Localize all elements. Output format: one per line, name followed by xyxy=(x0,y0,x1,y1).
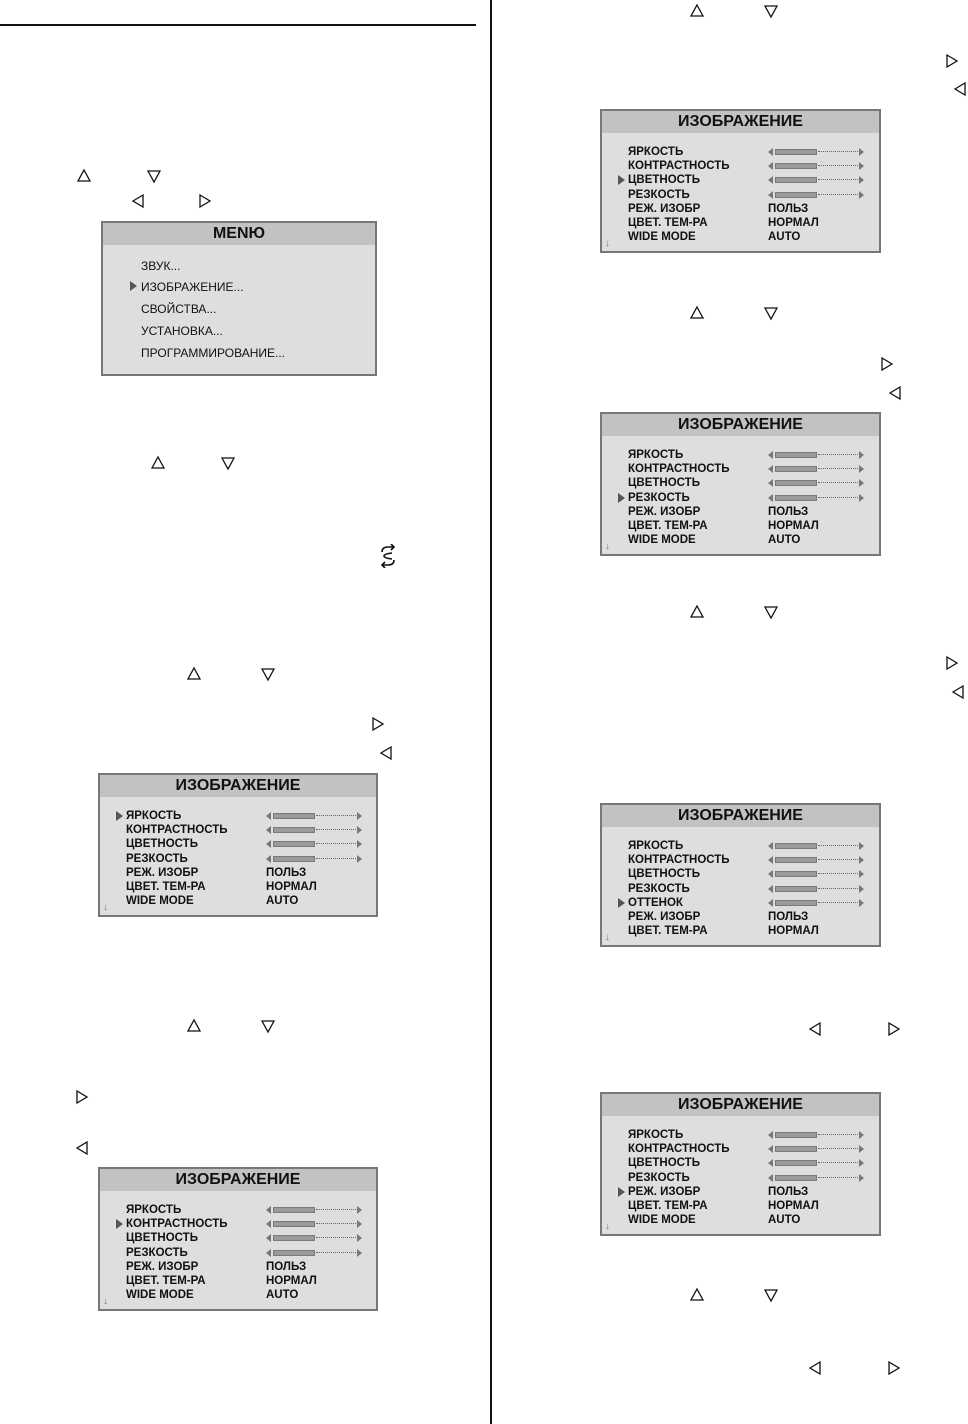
picture-menu-title: ИЗОБРАЖЕНИЕ xyxy=(602,1094,879,1116)
left-triangle-icon xyxy=(950,684,966,700)
row-label: ЯРКОСТЬ xyxy=(628,840,684,852)
slider-left-arrow-icon xyxy=(768,479,773,487)
menu-item-sound[interactable]: ЗВУК... xyxy=(141,259,181,273)
row-label: ЦВЕТНОСТЬ xyxy=(126,1232,198,1245)
slider-right-arrow-icon xyxy=(859,176,864,184)
up-triangle-icon xyxy=(689,305,705,321)
slider-track xyxy=(316,858,356,859)
level-slider[interactable] xyxy=(768,191,864,199)
scroll-down-icon: ↓ xyxy=(605,1221,610,1232)
level-slider[interactable] xyxy=(768,1174,864,1182)
row-label: ОТТЕНОК xyxy=(628,896,683,909)
slider-left-arrow-icon xyxy=(768,885,773,893)
slider-right-arrow-icon xyxy=(859,451,864,459)
slider-left-arrow-icon xyxy=(266,1220,271,1228)
picture-menu-brightness xyxy=(98,773,378,917)
row-label: ЯРКОСТЬ xyxy=(628,449,684,461)
scroll-down-icon: ↓ xyxy=(103,1296,108,1307)
slider-fill xyxy=(273,1235,315,1241)
slider-fill xyxy=(273,1207,315,1213)
row-value: AUTO xyxy=(266,895,299,908)
slider-track xyxy=(316,843,356,844)
left-triangle-icon xyxy=(952,81,968,97)
slider-fill xyxy=(273,841,315,847)
menu-item-setup[interactable]: УСТАНОВКА... xyxy=(141,324,223,338)
slider-track xyxy=(818,454,858,455)
left-triangle-icon xyxy=(378,745,394,761)
slider-fill xyxy=(775,1146,817,1152)
picture-menu-title: ИЗОБРАЖЕНИЕ xyxy=(100,1169,376,1191)
picture-menu-contrast xyxy=(98,1167,378,1311)
slider-fill xyxy=(775,480,817,486)
picture-menu-sharpness xyxy=(600,412,881,556)
slider-right-arrow-icon xyxy=(859,494,864,502)
row-label: РЕЗКОСТЬ xyxy=(628,491,690,504)
level-slider[interactable] xyxy=(768,856,864,864)
slider-track xyxy=(818,165,858,166)
row-label: РЕЗКОСТЬ xyxy=(628,188,690,201)
level-slider[interactable] xyxy=(266,812,362,820)
row-value: ПОЛЬЗ xyxy=(768,505,809,518)
slider-track xyxy=(316,829,356,830)
slider-fill xyxy=(775,886,817,892)
up-triangle-icon xyxy=(186,666,202,682)
row-label: КОНТРАСТНОСТЬ xyxy=(628,854,730,867)
slider-left-arrow-icon xyxy=(768,842,773,850)
row-value: ПОЛЬЗ xyxy=(266,866,307,879)
row-label: ЦВЕТ. ТЕМ-РА xyxy=(628,925,708,938)
slider-left-arrow-icon xyxy=(768,465,773,473)
row-value: ПОЛЬЗ xyxy=(768,202,809,215)
menu-item-features[interactable]: СВОЙСТВА... xyxy=(141,302,217,316)
picture-menu-title: ИЗОБРАЖЕНИЕ xyxy=(100,775,376,797)
row-label: РЕЗКОСТЬ xyxy=(126,1246,188,1259)
level-slider[interactable] xyxy=(768,451,864,459)
slider-right-arrow-icon xyxy=(859,191,864,199)
level-slider[interactable] xyxy=(768,899,864,907)
picture-menu-title: ИЗОБРАЖЕНИЕ xyxy=(602,414,879,436)
row-label: ЦВЕТНОСТЬ xyxy=(628,1157,700,1170)
slider-left-arrow-icon xyxy=(768,856,773,864)
slider-fill xyxy=(273,827,315,833)
row-value: НОРМАЛ xyxy=(768,217,819,229)
slider-track xyxy=(316,1252,356,1253)
slider-fill xyxy=(775,1175,817,1181)
main-menu-title: MENЮ xyxy=(103,223,375,245)
slider-track xyxy=(818,468,858,469)
scroll-down-icon: ↓ xyxy=(605,932,610,943)
menu-cursor-icon xyxy=(618,493,625,503)
row-value: НОРМАЛ xyxy=(768,925,819,938)
slider-track xyxy=(818,1162,858,1163)
slider-left-arrow-icon xyxy=(768,451,773,459)
slider-right-arrow-icon xyxy=(859,479,864,487)
level-slider[interactable] xyxy=(768,1145,864,1153)
slider-track xyxy=(818,902,858,903)
slider-track xyxy=(818,1148,858,1149)
level-slider[interactable] xyxy=(266,1234,362,1242)
slider-right-arrow-icon xyxy=(859,899,864,907)
slider-fill xyxy=(775,1132,817,1138)
right-triangle-icon xyxy=(944,53,960,69)
right-triangle-icon xyxy=(74,1089,90,1105)
right-triangle-icon xyxy=(879,356,895,372)
row-value: ПОЛЬЗ xyxy=(768,1185,809,1198)
row-label: ЦВЕТНОСТЬ xyxy=(126,838,198,851)
slider-track xyxy=(818,888,858,889)
slider-left-arrow-icon xyxy=(266,855,271,863)
scroll-down-icon: ↓ xyxy=(605,238,610,249)
down-triangle-icon xyxy=(763,3,779,19)
row-label: ЦВЕТ. ТЕМ-РА xyxy=(628,520,708,532)
level-slider[interactable] xyxy=(768,162,864,170)
row-value: AUTO xyxy=(768,231,801,244)
slider-right-arrow-icon xyxy=(859,1174,864,1182)
row-label: ЦВЕТНОСТЬ xyxy=(628,174,700,187)
down-triangle-icon xyxy=(763,305,779,321)
slider-left-arrow-icon xyxy=(768,191,773,199)
level-slider[interactable] xyxy=(768,176,864,184)
row-label: РЕЗКОСТЬ xyxy=(628,1171,690,1184)
right-triangle-icon xyxy=(886,1021,902,1037)
top-rule xyxy=(0,24,476,26)
down-triangle-icon xyxy=(260,666,276,682)
right-triangle-icon xyxy=(370,716,386,732)
slider-fill xyxy=(775,163,817,169)
slider-fill xyxy=(273,1221,315,1227)
menu-item-picture[interactable]: ИЗОБРАЖЕНИЕ... xyxy=(141,280,244,294)
slider-track xyxy=(818,873,858,874)
row-value: НОРМАЛ xyxy=(768,1200,819,1212)
slider-left-arrow-icon xyxy=(768,899,773,907)
row-label: WIDE MODE xyxy=(628,231,696,244)
slider-left-arrow-icon xyxy=(768,1159,773,1167)
row-label: РЕЖ. ИЗОБР xyxy=(126,866,199,879)
slider-right-arrow-icon xyxy=(859,885,864,893)
slider-left-arrow-icon xyxy=(768,148,773,156)
menu-cursor-icon xyxy=(618,898,625,908)
slider-right-arrow-icon xyxy=(859,870,864,878)
level-slider[interactable] xyxy=(768,148,864,156)
level-slider[interactable] xyxy=(768,870,864,878)
scroll-down-icon: ↓ xyxy=(605,541,610,552)
row-value: ПОЛЬЗ xyxy=(768,911,809,923)
up-triangle-icon xyxy=(689,1287,705,1303)
slider-left-arrow-icon xyxy=(768,162,773,170)
slider-left-arrow-icon xyxy=(768,494,773,502)
slider-fill xyxy=(775,495,817,501)
slider-right-arrow-icon xyxy=(357,840,362,848)
level-slider[interactable] xyxy=(266,1220,362,1228)
slider-track xyxy=(818,194,858,195)
level-slider[interactable] xyxy=(768,465,864,473)
up-triangle-icon xyxy=(689,3,705,19)
level-slider[interactable] xyxy=(768,494,864,502)
row-label: ЯРКОСТЬ xyxy=(628,146,684,158)
slider-left-arrow-icon xyxy=(768,176,773,184)
down-triangle-icon xyxy=(146,168,162,184)
right-triangle-icon xyxy=(944,655,960,671)
slider-fill xyxy=(775,466,817,472)
picture-menu-title: ИЗОБРАЖЕНИЕ xyxy=(602,111,879,133)
slider-right-arrow-icon xyxy=(357,1249,362,1257)
down-triangle-icon xyxy=(260,1018,276,1034)
row-label: WIDE MODE xyxy=(628,534,696,547)
slider-left-arrow-icon xyxy=(266,812,271,820)
level-slider[interactable] xyxy=(266,855,362,863)
slider-right-arrow-icon xyxy=(357,1234,362,1242)
slider-fill xyxy=(273,856,315,862)
left-triangle-icon xyxy=(887,385,903,401)
slider-track xyxy=(818,179,858,180)
menu-cursor-icon xyxy=(130,281,137,291)
level-slider[interactable] xyxy=(266,1249,362,1257)
left-triangle-icon xyxy=(130,193,146,209)
slider-left-arrow-icon xyxy=(266,1206,271,1214)
slider-left-arrow-icon xyxy=(266,840,271,848)
slider-track xyxy=(316,815,356,816)
row-value: НОРМАЛ xyxy=(266,881,317,893)
level-slider[interactable] xyxy=(266,1206,362,1214)
picture-menu-mode xyxy=(600,1092,881,1236)
slider-left-arrow-icon xyxy=(266,826,271,834)
level-slider[interactable] xyxy=(768,842,864,850)
slider-track xyxy=(818,845,858,846)
row-label: ЦВЕТНОСТЬ xyxy=(628,868,700,881)
menu-cursor-icon xyxy=(116,811,123,821)
main-menu-box xyxy=(101,221,377,376)
level-slider[interactable] xyxy=(768,1131,864,1139)
slider-left-arrow-icon xyxy=(768,870,773,878)
row-label: ЦВЕТ. ТЕМ-РА xyxy=(126,881,206,893)
slider-right-arrow-icon xyxy=(859,856,864,864)
row-label: ЦВЕТ. ТЕМ-РА xyxy=(628,217,708,229)
level-slider[interactable] xyxy=(768,479,864,487)
menu-cursor-icon xyxy=(116,1219,123,1229)
row-value: AUTO xyxy=(768,534,801,547)
row-label: ЦВЕТ. ТЕМ-РА xyxy=(628,1200,708,1212)
left-triangle-icon xyxy=(74,1140,90,1156)
row-label: ЦВЕТНОСТЬ xyxy=(628,477,700,490)
slider-right-arrow-icon xyxy=(859,1145,864,1153)
slider-fill xyxy=(775,177,817,183)
row-value: НОРМАЛ xyxy=(266,1275,317,1287)
row-label: РЕЗКОСТЬ xyxy=(126,852,188,865)
down-triangle-icon xyxy=(763,604,779,620)
row-value: AUTO xyxy=(768,1214,801,1227)
up-triangle-icon xyxy=(689,604,705,620)
picture-menu-title: ИЗОБРАЖЕНИЕ xyxy=(602,805,879,827)
slider-fill xyxy=(775,149,817,155)
slider-fill xyxy=(775,192,817,198)
slider-right-arrow-icon xyxy=(357,855,362,863)
row-label: РЕЖ. ИЗОБР xyxy=(126,1260,199,1273)
slider-fill xyxy=(775,871,817,877)
row-value: AUTO xyxy=(266,1289,299,1302)
slider-right-arrow-icon xyxy=(357,826,362,834)
row-label: РЕЖ. ИЗОБР xyxy=(628,505,701,518)
row-label: КОНТРАСТНОСТЬ xyxy=(126,824,228,837)
slider-track xyxy=(818,859,858,860)
down-triangle-icon xyxy=(763,1287,779,1303)
picture-menu-tint xyxy=(600,803,881,947)
slider-fill xyxy=(273,1250,315,1256)
up-triangle-icon xyxy=(76,168,92,184)
level-slider[interactable] xyxy=(768,1159,864,1167)
right-triangle-icon xyxy=(886,1360,902,1376)
column-divider xyxy=(490,0,492,1424)
slider-right-arrow-icon xyxy=(859,842,864,850)
left-triangle-icon xyxy=(807,1360,823,1376)
slider-track xyxy=(818,1134,858,1135)
level-slider[interactable] xyxy=(768,885,864,893)
row-label: КОНТРАСТНОСТЬ xyxy=(628,1143,730,1156)
row-label: РЕЖ. ИЗОБР xyxy=(628,202,701,215)
slider-left-arrow-icon xyxy=(266,1249,271,1257)
slider-left-arrow-icon xyxy=(768,1145,773,1153)
slider-fill xyxy=(775,857,817,863)
row-label: ЯРКОСТЬ xyxy=(628,1129,684,1141)
slider-right-arrow-icon xyxy=(357,1220,362,1228)
slider-fill xyxy=(775,843,817,849)
slider-left-arrow-icon xyxy=(768,1131,773,1139)
slider-track xyxy=(818,151,858,152)
slider-right-arrow-icon xyxy=(357,1206,362,1214)
slider-fill xyxy=(775,1160,817,1166)
picture-menu-color xyxy=(600,109,881,253)
slider-track xyxy=(818,1177,858,1178)
up-triangle-icon xyxy=(186,1018,202,1034)
slider-right-arrow-icon xyxy=(859,1159,864,1167)
row-value: ПОЛЬЗ xyxy=(266,1260,307,1273)
slider-track xyxy=(316,1223,356,1224)
level-slider[interactable] xyxy=(266,826,362,834)
row-label: ЯРКОСТЬ xyxy=(126,810,182,822)
scroll-down-icon: ↓ xyxy=(103,902,108,913)
left-triangle-icon xyxy=(807,1021,823,1037)
row-label: РЕЖ. ИЗОБР xyxy=(628,1185,701,1198)
slider-left-arrow-icon xyxy=(768,1174,773,1182)
row-label: РЕЗКОСТЬ xyxy=(628,882,690,895)
slider-track xyxy=(818,482,858,483)
slider-fill xyxy=(775,900,817,906)
menu-cursor-icon xyxy=(618,175,625,185)
menu-item-programming[interactable]: ПРОГРАММИРОВАНИЕ... xyxy=(141,346,285,360)
row-label: WIDE MODE xyxy=(628,1214,696,1227)
slider-left-arrow-icon xyxy=(266,1234,271,1242)
row-label: ЯРКОСТЬ xyxy=(126,1204,182,1216)
slider-fill xyxy=(273,813,315,819)
up-triangle-icon xyxy=(150,455,166,471)
slider-track xyxy=(818,497,858,498)
row-label: WIDE MODE xyxy=(126,1289,194,1302)
slider-fill xyxy=(775,452,817,458)
row-value: НОРМАЛ xyxy=(768,520,819,532)
right-triangle-icon xyxy=(197,193,213,209)
slider-right-arrow-icon xyxy=(859,162,864,170)
menu-cursor-icon xyxy=(618,1187,625,1197)
row-label: КОНТРАСТНОСТЬ xyxy=(628,160,730,173)
slider-right-arrow-icon xyxy=(859,1131,864,1139)
down-triangle-icon xyxy=(220,455,236,471)
slider-track xyxy=(316,1209,356,1210)
slider-right-arrow-icon xyxy=(357,812,362,820)
row-label: КОНТРАСТНОСТЬ xyxy=(628,463,730,476)
swap-icon xyxy=(378,544,398,568)
slider-right-arrow-icon xyxy=(859,465,864,473)
slider-right-arrow-icon xyxy=(859,148,864,156)
row-label: КОНТРАСТНОСТЬ xyxy=(126,1218,228,1231)
level-slider[interactable] xyxy=(266,840,362,848)
row-label: РЕЖ. ИЗОБР xyxy=(628,911,701,923)
slider-track xyxy=(316,1237,356,1238)
row-label: ЦВЕТ. ТЕМ-РА xyxy=(126,1275,206,1287)
row-label: WIDE MODE xyxy=(126,895,194,908)
